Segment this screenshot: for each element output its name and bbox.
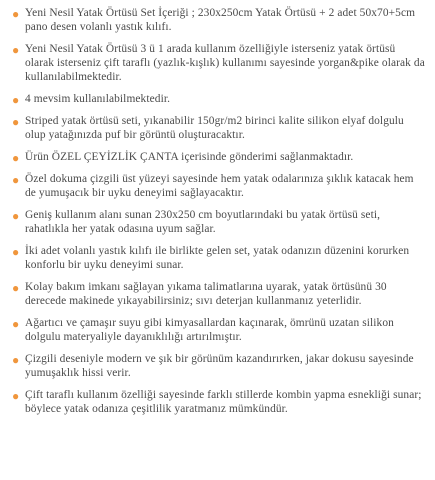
bullet-icon: ● (12, 93, 20, 108)
feature-item (8, 150, 427, 164)
feature-item (8, 352, 427, 380)
feature-text: Kolay bakım imkanı sağlayan yıkama talimatlarına uyarak, yatak örtüsünü 30 derecede makinede yıkayabilirsiniz; sıvı deterjan kullanmanız yeterlidir. (25, 280, 387, 307)
bullet-icon: ● (12, 7, 20, 21)
feature-item (8, 244, 427, 272)
feature-text: 4 mevsim kullanılabilmektedir. (25, 93, 171, 106)
bullet-icon: ● (12, 151, 20, 165)
feature-item (8, 316, 427, 344)
feature-text: İki adet volanlı yastık kılıfı ile birlikte gelen set, yatak odanızın düzenini korurken konforlu bir uyku deneyimi sunar. (25, 244, 410, 271)
bullet-icon: ● (12, 43, 20, 57)
feature-text: Striped yatak örtüsü seti, yıkanabilir 150gr/m2 birinci kalite silikon elyaf dolgulu olup yatağınızda puf bir görüntü oluşturacaktır. (25, 115, 404, 142)
feature-item (8, 42, 427, 85)
feature-item (8, 172, 427, 200)
feature-item (8, 280, 427, 308)
feature-item (8, 388, 427, 416)
feature-text: Çizgili deseniyle modern ve şık bir görünüm kazandırırken, jakar dokusu sayesinde yumuşaklık hissi verir. (25, 352, 414, 379)
feature-text: Ürün ÖZEL ÇEYİZLİK ÇANTA içerisinde gönderimi sağlanmaktadır. (25, 151, 354, 163)
feature-text: Özel dokuma çizgili üst yüzeyi sayesinde hem yatak odalarınıza şıklık katacak hem de yumuşacık bir uyku deneyimi sağlayacaktır. (25, 172, 414, 199)
feature-text: Ağartıcı ve çamaşır suyu gibi kimyasallardan kaçınarak, ömrünü uzatan silikon dolgulu materyaliyle dayanıklılığı artırılmıştır. (25, 316, 394, 343)
bullet-icon: ● (12, 244, 20, 259)
feature-text: Yeni Nesil Yatak Örtüsü 3 ü 1 arada kullanım özelliğiyle isterseniz yatak örtüsü olarak isterseniz çift taraflı (yazlık-kışlık) kullanımı sayesinde yorgan&pike olarak da kullanılabilmektedir. (25, 43, 425, 84)
feature-item (8, 92, 427, 106)
feature-item (8, 6, 427, 34)
feature-text: Çift taraflı kullanım özelliği sayesinde farklı stillerde kombin yapma esnekliği sunar; böylece yatak odanıza çeşitlilik yaratmanız mümkündür. (25, 388, 422, 415)
feature-text: Yeni Nesil Yatak Örtüsü Set İçeriği ; 230x250cm Yatak Örtüsü + 2 adet 50x70+5cm pano desen volanlı yastık kılıfı. (25, 7, 416, 34)
bullet-icon: ● (12, 115, 20, 129)
feature-item (8, 114, 427, 142)
bullet-icon: ● (12, 388, 20, 403)
bullet-icon: ● (12, 352, 20, 367)
feature-item (8, 208, 427, 236)
feature-text: Geniş kullanım alanı sunan 230x250 cm boyutlarındaki bu yatak örtüsü seti, rahatlıkla her yatak odasına uyum sağlar. (25, 208, 381, 235)
bullet-icon: ● (12, 280, 20, 295)
bullet-icon: ● (12, 172, 20, 187)
bullet-icon: ● (12, 208, 20, 223)
bullet-icon: ● (12, 316, 20, 331)
